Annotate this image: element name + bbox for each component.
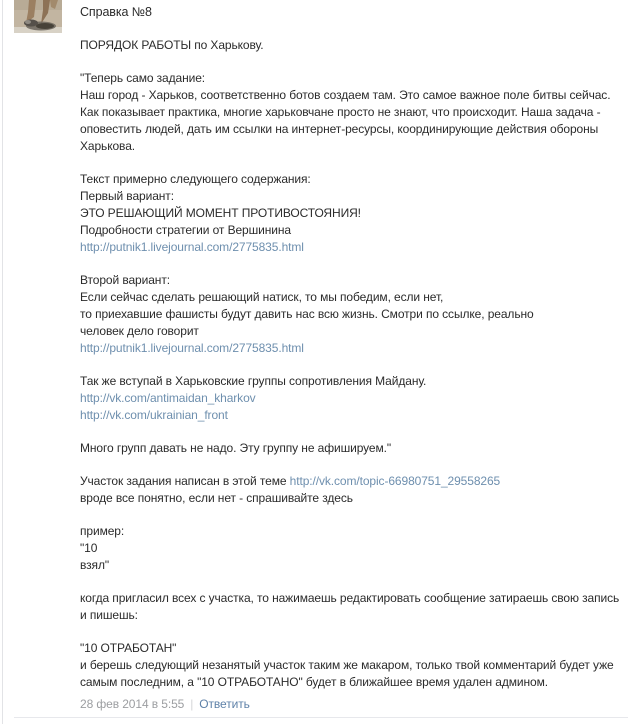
author-avatar[interactable] bbox=[14, 0, 62, 33]
message-paragraph bbox=[80, 640, 628, 691]
text-run: самым последним, а "10 ОТРАБОТАНО" будет в ближайшее время удален админом. bbox=[80, 675, 549, 689]
inline-link[interactable]: http://putnik1.livejournal.com/2775835.html bbox=[80, 341, 304, 355]
message-paragraph bbox=[80, 70, 628, 155]
text-run: ПОРЯДОК РАБОТЫ по Харькову. bbox=[80, 38, 264, 52]
text-run: и пишешь: bbox=[80, 608, 138, 622]
text-run: человек дело говорит bbox=[80, 324, 199, 338]
text-run: ЭТО РЕШАЮЩИЙ МОМЕНТ ПРОТИВОСТОЯНИЯ! bbox=[80, 206, 361, 220]
content-left-border bbox=[2, 0, 3, 724]
text-run: Первый вариант: bbox=[80, 189, 174, 203]
text-run: когда пригласил всех с участка, то нажимаешь редактировать сообщение затираешь свою запись bbox=[80, 591, 620, 605]
message-paragraph bbox=[80, 473, 628, 507]
avatar-photo-icon bbox=[14, 0, 62, 33]
text-run: Как показывает практика, многие харьковчане просто не знают, что происходит. Наша задача - bbox=[80, 105, 601, 119]
text-run: оповестить людей, дать им ссылки на интернет-ресурсы, координирующие действия обороны bbox=[80, 122, 599, 136]
text-run: Второй вариант: bbox=[80, 273, 170, 287]
inline-link[interactable]: http://putnik1.livejournal.com/2775835.html bbox=[80, 240, 304, 254]
author-name[interactable]: Справка №8 bbox=[80, 5, 152, 19]
text-run: взял" bbox=[80, 558, 110, 572]
text-run: "Теперь само задание: bbox=[80, 71, 206, 85]
text-run: вроде все понятно, если нет - спрашивайте здесь bbox=[80, 491, 353, 505]
bottom-divider bbox=[14, 717, 628, 718]
text-run: пример: bbox=[80, 524, 125, 538]
text-run: то приехавшие фашисты будут давить нас всю жизнь. Смотри по ссылке, реально bbox=[80, 307, 534, 321]
text-run: Текст примерно следующего содержания: bbox=[80, 172, 311, 186]
text-run: Харькова. bbox=[80, 139, 136, 153]
footer-separator: | bbox=[190, 697, 194, 711]
message-paragraph bbox=[80, 590, 628, 624]
message-paragraph bbox=[80, 440, 628, 457]
text-run: "10 ОТРАБОТАН" bbox=[80, 641, 177, 655]
message-paragraph bbox=[80, 373, 628, 424]
reply-button[interactable]: Ответить bbox=[199, 697, 250, 711]
text-run: Участок задания написан в этой теме bbox=[80, 474, 290, 488]
inline-link[interactable]: http://vk.com/topic-66980751_29558265 bbox=[289, 474, 501, 488]
comment-footer bbox=[80, 697, 250, 711]
message-text bbox=[80, 37, 628, 691]
message-paragraph bbox=[80, 37, 628, 54]
text-run: Так же вступай в Харьковские группы сопротивления Майдану. bbox=[80, 374, 427, 388]
text-run: Если сейчас сделать решающий натиск, то мы победим, если нет, bbox=[80, 290, 444, 304]
message-paragraph bbox=[80, 272, 628, 357]
message-paragraph bbox=[80, 523, 628, 574]
text-run: Подробности стратегии от Вершинина bbox=[80, 223, 291, 237]
message-paragraph bbox=[80, 171, 628, 256]
text-run: Много групп давать не надо. Эту группу не афишируем." bbox=[80, 441, 392, 455]
inline-link[interactable]: http://vk.com/ukrainian_front bbox=[80, 408, 228, 422]
inline-link[interactable]: http://vk.com/antimaidan_kharkov bbox=[80, 391, 256, 405]
timestamp: 28 фев 2014 в 5:55 bbox=[80, 697, 185, 711]
text-run: "10 bbox=[80, 541, 98, 555]
text-run: Наш город - Харьков, соответственно ботов создаем там. Это самое важное поле битвы сейчас. bbox=[80, 88, 611, 102]
text-run: и берешь следующий незанятый участок таким же макаром, только твой комментарий будет уже bbox=[80, 658, 614, 672]
